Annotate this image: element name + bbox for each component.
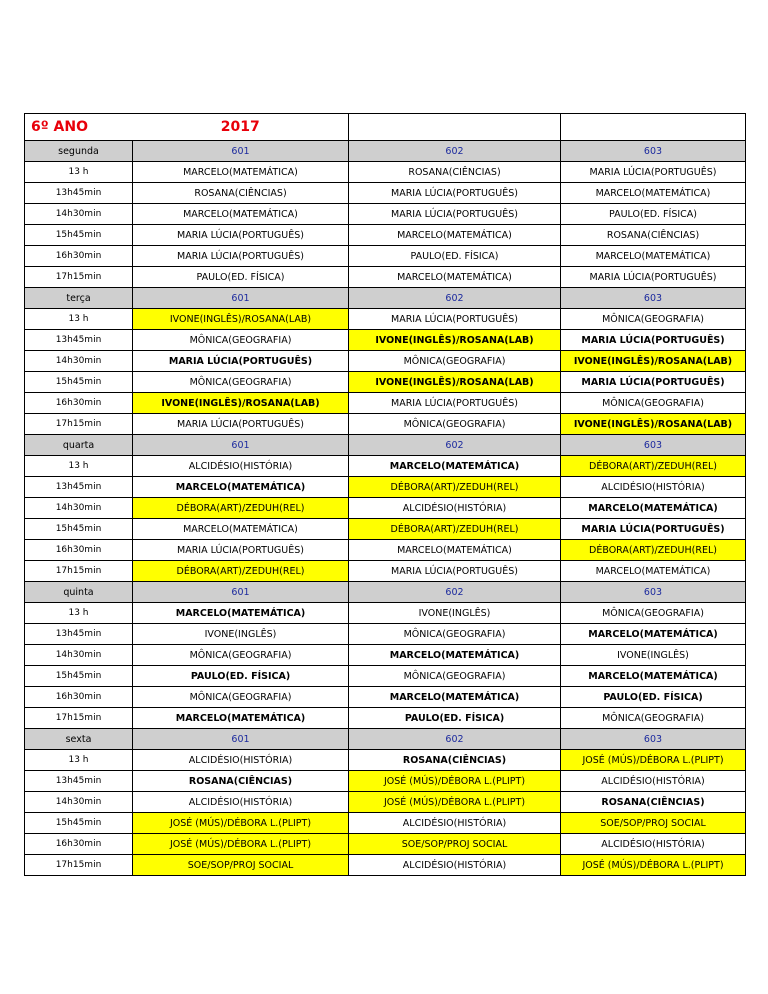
lesson-cell: MÔNICA(GEOGRAFIA): [349, 624, 561, 645]
time-slot: 13h45min: [25, 183, 133, 204]
lesson-cell: ROSANA(CIÊNCIAS): [561, 792, 746, 813]
time-slot: 17h15min: [25, 414, 133, 435]
lesson-cell: MARIA LÚCIA(PORTUGUÊS): [133, 540, 349, 561]
lesson-cell: MÔNICA(GEOGRAFIA): [561, 708, 746, 729]
time-slot: 13 h: [25, 750, 133, 771]
title-empty-cell: [349, 114, 561, 141]
time-slot: 13h45min: [25, 477, 133, 498]
day-name: quinta: [25, 582, 133, 603]
lesson-cell: ALCIDÉSIO(HISTÓRIA): [349, 813, 561, 834]
lesson-cell: MÔNICA(GEOGRAFIA): [561, 309, 746, 330]
schedule-row: [25, 498, 746, 519]
lesson-cell: PAULO(ED. FÍSICA): [133, 666, 349, 687]
lesson-cell: ALCIDÉSIO(HISTÓRIA): [349, 855, 561, 876]
lesson-cell: SOE/SOP/PROJ SOCIAL: [133, 855, 349, 876]
day-name: quarta: [25, 435, 133, 456]
schedule-row: [25, 477, 746, 498]
lesson-cell: MARCELO(MATEMÁTICA): [133, 162, 349, 183]
lesson-cell: PAULO(ED. FÍSICA): [561, 687, 746, 708]
class-header: 603: [561, 729, 746, 750]
lesson-cell: MARIA LÚCIA(PORTUGUÊS): [561, 162, 746, 183]
schedule-row: [25, 372, 746, 393]
time-slot: 15h45min: [25, 813, 133, 834]
schedule-row: [25, 393, 746, 414]
lesson-cell: DÉBORA(ART)/ZEDUH(REL): [349, 477, 561, 498]
lesson-cell: MARCELO(MATEMÁTICA): [349, 645, 561, 666]
day-header-row: [25, 729, 746, 750]
schedule-row: [25, 519, 746, 540]
time-slot: 17h15min: [25, 708, 133, 729]
lesson-cell: IVONE(INGLÊS)/ROSANA(LAB): [561, 414, 746, 435]
lesson-cell: JOSÉ (MÚS)/DÉBORA L.(PLIPT): [561, 750, 746, 771]
schedule-row: [25, 855, 746, 876]
class-header: 602: [349, 729, 561, 750]
lesson-cell: MARIA LÚCIA(PORTUGUÊS): [561, 519, 746, 540]
time-slot: 16h30min: [25, 393, 133, 414]
lesson-cell: MARIA LÚCIA(PORTUGUÊS): [133, 351, 349, 372]
lesson-cell: JOSÉ (MÚS)/DÉBORA L.(PLIPT): [561, 855, 746, 876]
day-header-row: [25, 288, 746, 309]
lesson-cell: MÔNICA(GEOGRAFIA): [561, 393, 746, 414]
lesson-cell: ALCIDÉSIO(HISTÓRIA): [561, 834, 746, 855]
schedule-row: [25, 771, 746, 792]
class-header: 601: [133, 288, 349, 309]
lesson-cell: DÉBORA(ART)/ZEDUH(REL): [561, 540, 746, 561]
lesson-cell: ROSANA(CIÊNCIAS): [561, 225, 746, 246]
day-name: sexta: [25, 729, 133, 750]
time-slot: 15h45min: [25, 666, 133, 687]
lesson-cell: IVONE(INGLÊS): [561, 645, 746, 666]
lesson-cell: SOE/SOP/PROJ SOCIAL: [561, 813, 746, 834]
lesson-cell: MARIA LÚCIA(PORTUGUÊS): [561, 267, 746, 288]
schedule-row: [25, 708, 746, 729]
lesson-cell: DÉBORA(ART)/ZEDUH(REL): [349, 519, 561, 540]
lesson-cell: MARCELO(MATEMÁTICA): [349, 267, 561, 288]
time-slot: 15h45min: [25, 372, 133, 393]
schedule-row: [25, 561, 746, 582]
lesson-cell: MARIA LÚCIA(PORTUGUÊS): [561, 372, 746, 393]
schedule-row: [25, 750, 746, 771]
time-slot: 16h30min: [25, 540, 133, 561]
time-slot: 17h15min: [25, 855, 133, 876]
lesson-cell: MARCELO(MATEMÁTICA): [133, 204, 349, 225]
schedule-row: [25, 813, 746, 834]
class-header: 601: [133, 582, 349, 603]
lesson-cell: MARIA LÚCIA(PORTUGUÊS): [133, 225, 349, 246]
schedule-row: [25, 540, 746, 561]
time-slot: 13 h: [25, 603, 133, 624]
class-header: 603: [561, 288, 746, 309]
title-row: [25, 114, 746, 141]
lesson-cell: IVONE(INGLÊS)/ROSANA(LAB): [133, 393, 349, 414]
time-slot: 14h30min: [25, 351, 133, 372]
class-header: 603: [561, 582, 746, 603]
class-header: 602: [349, 435, 561, 456]
day-header-row: [25, 582, 746, 603]
lesson-cell: ALCIDÉSIO(HISTÓRIA): [133, 456, 349, 477]
lesson-cell: IVONE(INGLÊS): [349, 603, 561, 624]
schedule-row: [25, 225, 746, 246]
time-slot: 14h30min: [25, 645, 133, 666]
schedule-row: [25, 330, 746, 351]
lesson-cell: ROSANA(CIÊNCIAS): [133, 771, 349, 792]
time-slot: 17h15min: [25, 561, 133, 582]
lesson-cell: MARCELO(MATEMÁTICA): [561, 624, 746, 645]
lesson-cell: MÔNICA(GEOGRAFIA): [133, 330, 349, 351]
time-slot: 17h15min: [25, 267, 133, 288]
schedule-row: [25, 246, 746, 267]
lesson-cell: DÉBORA(ART)/ZEDUH(REL): [561, 456, 746, 477]
time-slot: 14h30min: [25, 204, 133, 225]
lesson-cell: IVONE(INGLÊS)/ROSANA(LAB): [349, 372, 561, 393]
lesson-cell: MARIA LÚCIA(PORTUGUÊS): [349, 183, 561, 204]
lesson-cell: JOSÉ (MÚS)/DÉBORA L.(PLIPT): [349, 771, 561, 792]
time-slot: 16h30min: [25, 834, 133, 855]
class-header: 602: [349, 141, 561, 162]
class-header: 601: [133, 729, 349, 750]
class-header: 603: [561, 141, 746, 162]
lesson-cell: MÔNICA(GEOGRAFIA): [133, 372, 349, 393]
lesson-cell: MÔNICA(GEOGRAFIA): [133, 687, 349, 708]
class-header: 602: [349, 582, 561, 603]
schedule-row: [25, 162, 746, 183]
lesson-cell: MARIA LÚCIA(PORTUGUÊS): [349, 561, 561, 582]
time-slot: 16h30min: [25, 687, 133, 708]
lesson-cell: ROSANA(CIÊNCIAS): [349, 750, 561, 771]
lesson-cell: MARIA LÚCIA(PORTUGUÊS): [133, 246, 349, 267]
lesson-cell: MARIA LÚCIA(PORTUGUÊS): [133, 414, 349, 435]
lesson-cell: MÔNICA(GEOGRAFIA): [349, 414, 561, 435]
day-header-row: [25, 435, 746, 456]
lesson-cell: ALCIDÉSIO(HISTÓRIA): [133, 750, 349, 771]
lesson-cell: ALCIDÉSIO(HISTÓRIA): [133, 792, 349, 813]
time-slot: 13 h: [25, 456, 133, 477]
class-header: 601: [133, 141, 349, 162]
lesson-cell: MARIA LÚCIA(PORTUGUÊS): [349, 309, 561, 330]
lesson-cell: IVONE(INGLÊS): [133, 624, 349, 645]
lesson-cell: MARCELO(MATEMÁTICA): [349, 687, 561, 708]
lesson-cell: DÉBORA(ART)/ZEDUH(REL): [133, 561, 349, 582]
lesson-cell: MARCELO(MATEMÁTICA): [561, 183, 746, 204]
time-slot: 13h45min: [25, 771, 133, 792]
schedule-row: [25, 309, 746, 330]
day-name: terça: [25, 288, 133, 309]
lesson-cell: JOSÉ (MÚS)/DÉBORA L.(PLIPT): [133, 813, 349, 834]
lesson-cell: MARCELO(MATEMÁTICA): [349, 225, 561, 246]
lesson-cell: MÔNICA(GEOGRAFIA): [349, 351, 561, 372]
lesson-cell: IVONE(INGLÊS)/ROSANA(LAB): [349, 330, 561, 351]
lesson-cell: ALCIDÉSIO(HISTÓRIA): [349, 498, 561, 519]
schedule-row: [25, 603, 746, 624]
schedule-row: [25, 645, 746, 666]
day-name: segunda: [25, 141, 133, 162]
lesson-cell: MARCELO(MATEMÁTICA): [133, 477, 349, 498]
schedule-row: [25, 183, 746, 204]
schedule-table: [24, 113, 746, 876]
schedule-row: [25, 792, 746, 813]
lesson-cell: IVONE(INGLÊS)/ROSANA(LAB): [133, 309, 349, 330]
lesson-cell: PAULO(ED. FÍSICA): [561, 204, 746, 225]
schedule-row: [25, 414, 746, 435]
schedule-row: [25, 204, 746, 225]
day-header-row: [25, 141, 746, 162]
time-slot: 13h45min: [25, 624, 133, 645]
lesson-cell: MÔNICA(GEOGRAFIA): [561, 603, 746, 624]
lesson-cell: MARCELO(MATEMÁTICA): [349, 456, 561, 477]
lesson-cell: PAULO(ED. FÍSICA): [133, 267, 349, 288]
time-slot: 15h45min: [25, 225, 133, 246]
time-slot: 14h30min: [25, 792, 133, 813]
lesson-cell: IVONE(INGLÊS)/ROSANA(LAB): [561, 351, 746, 372]
lesson-cell: JOSÉ (MÚS)/DÉBORA L.(PLIPT): [133, 834, 349, 855]
lesson-cell: MARCELO(MATEMÁTICA): [561, 666, 746, 687]
year-label: 2017: [133, 114, 349, 141]
lesson-cell: MARCELO(MATEMÁTICA): [561, 246, 746, 267]
lesson-cell: MÔNICA(GEOGRAFIA): [349, 666, 561, 687]
time-slot: 13 h: [25, 309, 133, 330]
lesson-cell: ROSANA(CIÊNCIAS): [133, 183, 349, 204]
class-header: 603: [561, 435, 746, 456]
lesson-cell: MARIA LÚCIA(PORTUGUÊS): [349, 393, 561, 414]
time-slot: 15h45min: [25, 519, 133, 540]
lesson-cell: MARCELO(MATEMÁTICA): [561, 561, 746, 582]
lesson-cell: MARCELO(MATEMÁTICA): [133, 519, 349, 540]
title-empty-cell: [561, 114, 746, 141]
time-slot: 14h30min: [25, 498, 133, 519]
schedule-row: [25, 267, 746, 288]
class-header: 601: [133, 435, 349, 456]
lesson-cell: MARCELO(MATEMÁTICA): [133, 708, 349, 729]
lesson-cell: MARCELO(MATEMÁTICA): [561, 498, 746, 519]
time-slot: 16h30min: [25, 246, 133, 267]
lesson-cell: ALCIDÉSIO(HISTÓRIA): [561, 771, 746, 792]
lesson-cell: MARIA LÚCIA(PORTUGUÊS): [349, 204, 561, 225]
class-header: 602: [349, 288, 561, 309]
grade-label: 6º ANO: [25, 114, 133, 141]
lesson-cell: MARCELO(MATEMÁTICA): [133, 603, 349, 624]
schedule-row: [25, 834, 746, 855]
lesson-cell: MARCELO(MATEMÁTICA): [349, 540, 561, 561]
schedule-row: [25, 624, 746, 645]
lesson-cell: MÔNICA(GEOGRAFIA): [133, 645, 349, 666]
lesson-cell: DÉBORA(ART)/ZEDUH(REL): [133, 498, 349, 519]
lesson-cell: PAULO(ED. FÍSICA): [349, 246, 561, 267]
lesson-cell: MARIA LÚCIA(PORTUGUÊS): [561, 330, 746, 351]
lesson-cell: ROSANA(CIÊNCIAS): [349, 162, 561, 183]
time-slot: 13h45min: [25, 330, 133, 351]
lesson-cell: SOE/SOP/PROJ SOCIAL: [349, 834, 561, 855]
schedule-row: [25, 456, 746, 477]
lesson-cell: ALCIDÉSIO(HISTÓRIA): [561, 477, 746, 498]
schedule-row: [25, 351, 746, 372]
lesson-cell: JOSÉ (MÚS)/DÉBORA L.(PLIPT): [349, 792, 561, 813]
schedule-row: [25, 687, 746, 708]
schedule-row: [25, 666, 746, 687]
time-slot: 13 h: [25, 162, 133, 183]
lesson-cell: PAULO(ED. FÍSICA): [349, 708, 561, 729]
